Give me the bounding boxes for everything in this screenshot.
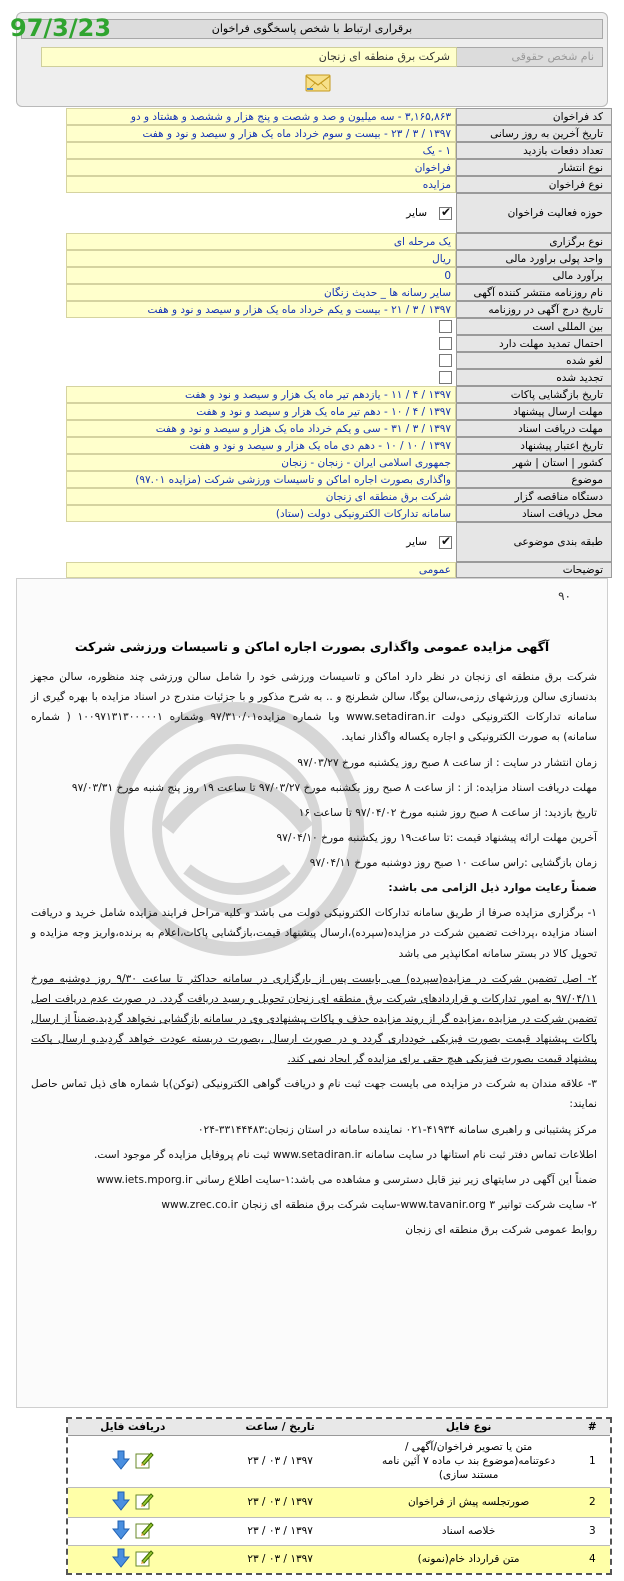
files-header-row — [68, 1419, 610, 1435]
file-download-cell — [68, 1487, 198, 1517]
currency-label: واحد پولی براورد مالی — [456, 250, 612, 267]
extension-checkbox[interactable] — [439, 337, 452, 350]
estimate-label: برآورد مالی — [456, 267, 612, 284]
file-download-cell — [68, 1435, 198, 1487]
receive-deadline-value: ۱۳۹۷ / ۳ / ۳۱ - سی و یکم خرداد ماه یک هزار و سیصد و نود و هفت — [66, 420, 456, 437]
category-option-label: سایر — [406, 536, 427, 548]
field-row-code — [66, 108, 612, 125]
renewed-value — [66, 369, 456, 386]
organization-label: دستگاه مناقصه گزار — [456, 488, 612, 505]
receive-deadline-label: مهلت دریافت اسناد — [456, 420, 612, 437]
contact-title: برقراری ارتباط با شخص پاسخگوی فراخوان — [21, 19, 603, 39]
field-row-callout — [66, 176, 612, 193]
field-row-receive — [66, 420, 612, 437]
document-paragraph: ۱- برگزاری مزایده صرفا از طریق سامانه تدارکات الکترونیکی دولت می باشد و کلیه مراحل فرایند مزایده شامل خرید و دریافت اسناد مزایده ،پرداخت تضمین شرکت در مزایده(سپرده)،ارسال پیشنهاد قیمت،بازگشایی پاکات،اعلام به برنده،واریز وجه مزایده و تحویل کالا در بستر سامانه امکانپذیر می باشد — [31, 907, 597, 960]
file-type: متن قرارداد خام(نمونه) — [363, 1545, 575, 1573]
notes-value: عمومی — [66, 562, 456, 578]
file-date: ۱۳۹۷ / ۰۳ / ۲۳ — [198, 1517, 363, 1545]
file-date: ۱۳۹۷ / ۰۳ / ۲۳ — [198, 1545, 363, 1573]
download-arrow-icon[interactable] — [112, 1548, 130, 1568]
send-deadline-label: مهلت ارسال پیشنهاد — [456, 403, 612, 420]
activity-value — [66, 193, 456, 233]
publication-value: فراخوان — [66, 159, 456, 176]
field-row-notes — [66, 562, 612, 578]
file-type: متن یا تصویر فراخوان/آگهی /دعوتنامه(موضوع بند ب ماده ۷ آئین نامه مستند سازی) — [363, 1435, 575, 1487]
field-row-category — [66, 522, 612, 562]
document-title: آگهی مزایده عمومی واگذاری بصورت اجاره اماکن و تاسیسات ورزشی شرکت — [74, 639, 550, 654]
field-row-location — [66, 454, 612, 471]
document-paragraph: زمان انتشار در سایت : از ساعت ۸ صبح روز یکشنبه مورخ ۹۷/۰۳/۲۷ — [297, 756, 597, 769]
cancelled-checkbox[interactable] — [439, 354, 452, 367]
download-arrow-icon[interactable] — [112, 1450, 130, 1470]
international-value — [66, 318, 456, 335]
currency-value: ریال — [66, 250, 456, 267]
activity-option-label: سایر — [406, 207, 427, 219]
files-header-date: تاریخ / ساعت — [198, 1419, 363, 1435]
document-corner-mark: ۹۰ — [558, 589, 571, 603]
edit-icon[interactable] — [134, 1520, 154, 1540]
field-row-estimate — [66, 267, 612, 284]
subject-value: واگذاری بصورت اجاره اماکن و تاسیسات ورزشی شرکت (مزایده ۹۷.۰۱) — [66, 471, 456, 488]
update-value: ۱۳۹۷ / ۳ / ۲۳ - بیست و سوم خرداد ماه یک هزار و سیصد و نود و هفت — [66, 125, 456, 142]
document-body — [31, 667, 597, 1245]
field-row-newsdate — [66, 301, 612, 318]
edit-icon[interactable] — [134, 1450, 154, 1470]
validity-value: ۱۳۹۷ / ۱۰ / ۱۰ - دهم دی ماه یک هزار و سیصد و نود و هفت — [66, 437, 456, 454]
document-paragraph: ۳- علاقه مندان به شرکت در مزایده می بایست جهت ثبت نام و دریافت گواهی الکترونیکی (توکن)با شماره های ذیل تماس حاصل نمایند: — [31, 1078, 597, 1111]
field-row-publication — [66, 159, 612, 176]
update-label: تاریخ آخرین به روز رسانی — [456, 125, 612, 142]
document-signature: روابط عمومی شرکت برق منطقه ای زنجان — [405, 1224, 597, 1236]
table-row — [68, 1435, 610, 1487]
download-arrow-icon[interactable] — [112, 1520, 130, 1540]
document-paragraph: ۲- اصل تضمین شرکت در مزایده(سپرده) می بایست پس از بارگزاری در سامانه حداکثر تا ساعت ۹/۳۰ روز دوشنبه مورخ ۹۷/۰۴/۱۱ به امور تدارکات و قراردادهای شرکت برق منطقه ای زنجان تحویل و رسید دریافت گردد. در صورت عدم دریافت اصل تضمین شرکت در مزایده ،مزایده گر از روند مزایده حذف و پاکات پیشنهادی وی در سامانه بازگشایی نخواهد گردید.ضمناً از ارسال پاکات پیشنهاد قیمت بصورت فیزیکی خودداری گردد و در صورت ارسال ،بصورت دربسته عودت خواهد گردید.و ارسال پاکت پیشنهاد قیمت بصورت فیزیکی هیچ حقی برای مزایده گر ایجاد نمی کند. — [31, 972, 597, 1066]
edit-icon[interactable] — [134, 1548, 154, 1568]
notes-label: توضیحات — [456, 562, 612, 578]
callout-type-label: نوع فراخوان — [456, 176, 612, 193]
files-table — [66, 1417, 612, 1575]
date-stamp: 97/3/23 — [10, 14, 112, 42]
cancelled-label: لغو شده — [456, 352, 612, 369]
document-paragraph: ۲- سایت شرکت توانیر www.tavanir.org ۳-سایت شرکت برق منطقه ای زنجان www.zrec.co.ir — [161, 1198, 597, 1211]
file-download-cell — [68, 1545, 198, 1573]
cancelled-value — [66, 352, 456, 369]
document-paragraph: مهلت دریافت اسناد مزایده: از : از ساعت ۸ صبح روز یکشنبه مورخ ۹۷/۰۳/۲۷ تا ساعت ۱۹ روز پنج شنبه مورخ ۹۷/۰۳/۳۱ — [71, 781, 597, 794]
visits-value: ۱ - یک — [66, 142, 456, 159]
holding-type-label: نوع برگزاری — [456, 233, 612, 250]
file-num: 1 — [575, 1435, 610, 1487]
document-place-label: محل دریافت اسناد — [456, 505, 612, 522]
field-row-docplace — [66, 505, 612, 522]
international-label: بین المللی است — [456, 318, 612, 335]
international-checkbox[interactable] — [439, 320, 452, 333]
organization-value: شرکت برق منطقه ای زنجان — [66, 488, 456, 505]
newspaper-date-label: تاریخ درج آگهی در روزنامه — [456, 301, 612, 318]
validity-label: تاریخ اعتبار پیشنهاد — [456, 437, 612, 454]
announcement-document — [16, 578, 608, 1408]
field-row-intl — [66, 318, 612, 335]
renewed-checkbox[interactable] — [439, 371, 452, 384]
newspaper-date-value: ۱۳۹۷ / ۳ / ۲۱ - بیست و یکم خرداد ماه یک هزار و سیصد و نود و هفت — [66, 301, 456, 318]
location-value: جمهوری اسلامی ایران - زنجان - زنجان — [66, 454, 456, 471]
document-paragraph: مرکز پشتیبانی و راهبری سامانه ۴۱۹۳۴-۰۲۱ نماینده سامانه در استان زنجان:۳۳۱۴۴۴۸۳-۰۲۴ — [197, 1123, 597, 1136]
category-value — [66, 522, 456, 562]
extension-label: احتمال تمدید مهلت دارد — [456, 335, 612, 352]
field-row-opening — [66, 386, 612, 403]
document-paragraph: تاریخ بازدید: از ساعت ۸ صبح روز شنبه مورخ ۹۷/۰۴/۰۲ تا ساعت ۱۶ — [298, 806, 597, 819]
publication-label: نوع انتشار — [456, 159, 612, 176]
document-heading: ضمناً رعایت موارد ذیل الزامی می باشد: — [388, 882, 597, 895]
send-deadline-value: ۱۳۹۷ / ۴ / ۱۰ - دهم تیر ماه یک هزار و سیصد و نود و هفت — [66, 403, 456, 420]
callout-type-value: مزایده — [66, 176, 456, 193]
renewed-label: تجدید شده — [456, 369, 612, 386]
newspaper-value: سایر رسانه ها _ حدیث زنگان — [66, 284, 456, 301]
activity-label: حوزه فعالیت فراخوان — [456, 193, 612, 233]
field-row-visits — [66, 142, 612, 159]
files-header-download: دریافت فایل — [68, 1419, 198, 1435]
document-paragraph: ضمناً این آگهی در سایتهای زیر نیز قابل دسترسی و مشاهده می باشد:۱-سایت اطلاع رسانی www.iets.mporg.ir — [96, 1173, 597, 1186]
newspaper-label: نام روزنامه منتشر کننده آگهی — [456, 284, 612, 301]
file-download-cell — [68, 1517, 198, 1545]
file-num: 3 — [575, 1517, 610, 1545]
activity-checkbox[interactable] — [439, 207, 452, 220]
location-label: کشور | استان | شهر — [456, 454, 612, 471]
document-paragraph: اطلاعات تماس دفتر ثبت نام استانها در سایت سامانه www.setadiran.ir ثبت نام پروفایل مزایده گر موجود است. — [94, 1148, 597, 1161]
field-row-subject — [66, 471, 612, 488]
table-row — [68, 1545, 610, 1573]
file-type: خلاصه اسناد — [363, 1517, 575, 1545]
document-paragraph: شرکت برق منطقه ای زنجان در نظر دارد اماکن و تاسیسات ورزشی خود را شامل سالن ورزشی چند منظوره، سالن مجهز بدنسازی سالن ورزشهای رزمی،سالن یوگا، سالن شطرنج و .. به شرح مذکور و با جزئیات مندرج در اسناد مزایده با بهره گیری از سامانه تدارکات الکترونیکی دولت www.setadiran.ir وبا شماره مزایده۹۷/۳۱۰/۰۱ وشماره ۱۰۰۹۷۱۳۱۳۰۰۰۰۰۱ ( شماره سامانه) به صورت الکترونیکی و اجاره یکساله واگذار نماید. — [31, 671, 598, 744]
legal-person-label: نام شخص حقوقی — [453, 47, 603, 67]
field-row-holding — [66, 233, 612, 250]
files-header-type: نوع فایل — [363, 1419, 575, 1435]
category-checkbox[interactable] — [439, 536, 452, 549]
file-date: ۱۳۹۷ / ۰۳ / ۲۳ — [198, 1435, 363, 1487]
envelope-icon[interactable] — [305, 73, 331, 93]
download-arrow-icon[interactable] — [112, 1491, 130, 1511]
file-num: 4 — [575, 1545, 610, 1573]
document-paragraph: آخرین مهلت ارائه پیشنهاد قیمت :تا ساعت۱۹ روز یکشنبه مورخ ۹۷/۰۴/۱۰ — [276, 831, 597, 844]
legal-person-value: شرکت برق منطقه ای زنجان — [41, 47, 457, 67]
category-label: طبقه بندی موضوعی — [456, 522, 612, 562]
file-type: صورتجلسه پیش از فراخوان — [363, 1487, 575, 1517]
file-num: 2 — [575, 1487, 610, 1517]
extension-value — [66, 335, 456, 352]
field-row-currency — [66, 250, 612, 267]
field-row-organization — [66, 488, 612, 505]
visits-label: تعداد دفعات بازدید — [456, 142, 612, 159]
document-place-value: سامانه تدارکات الکترونیکی دولت (ستاد) — [66, 505, 456, 522]
subject-label: موضوع — [456, 471, 612, 488]
field-row-validity — [66, 437, 612, 454]
field-row-newspaper — [66, 284, 612, 301]
field-row-extend — [66, 335, 612, 352]
edit-icon[interactable] — [134, 1491, 154, 1511]
field-row-activity — [66, 193, 612, 233]
opening-date-label: تاریخ بازگشایی پاکات — [456, 386, 612, 403]
field-row-update — [66, 125, 612, 142]
holding-type-value: یک مرحله ای — [66, 233, 456, 250]
table-row — [68, 1517, 610, 1545]
document-paragraph: زمان بازگشایی :راس ساعت ۱۰ صبح روز دوشنبه مورخ ۹۷/۰۴/۱۱ — [309, 857, 597, 869]
field-row-renewed — [66, 369, 612, 386]
field-row-send — [66, 403, 612, 420]
code-label: کد فراخوان — [456, 108, 612, 125]
estimate-value: 0 — [66, 267, 456, 284]
files-header-num: # — [575, 1419, 610, 1435]
table-row — [68, 1487, 610, 1517]
field-row-cancelled — [66, 352, 612, 369]
opening-date-value: ۱۳۹۷ / ۴ / ۱۱ - یازدهم تیر ماه یک هزار و سیصد و نود و هفت — [66, 386, 456, 403]
file-date: ۱۳۹۷ / ۰۳ / ۲۳ — [198, 1487, 363, 1517]
code-value: ۳,۱۶۵,۸۶۳ - سه میلیون و صد و شصت و پنج هزار و ششصد و هشتاد و دو — [66, 108, 456, 125]
